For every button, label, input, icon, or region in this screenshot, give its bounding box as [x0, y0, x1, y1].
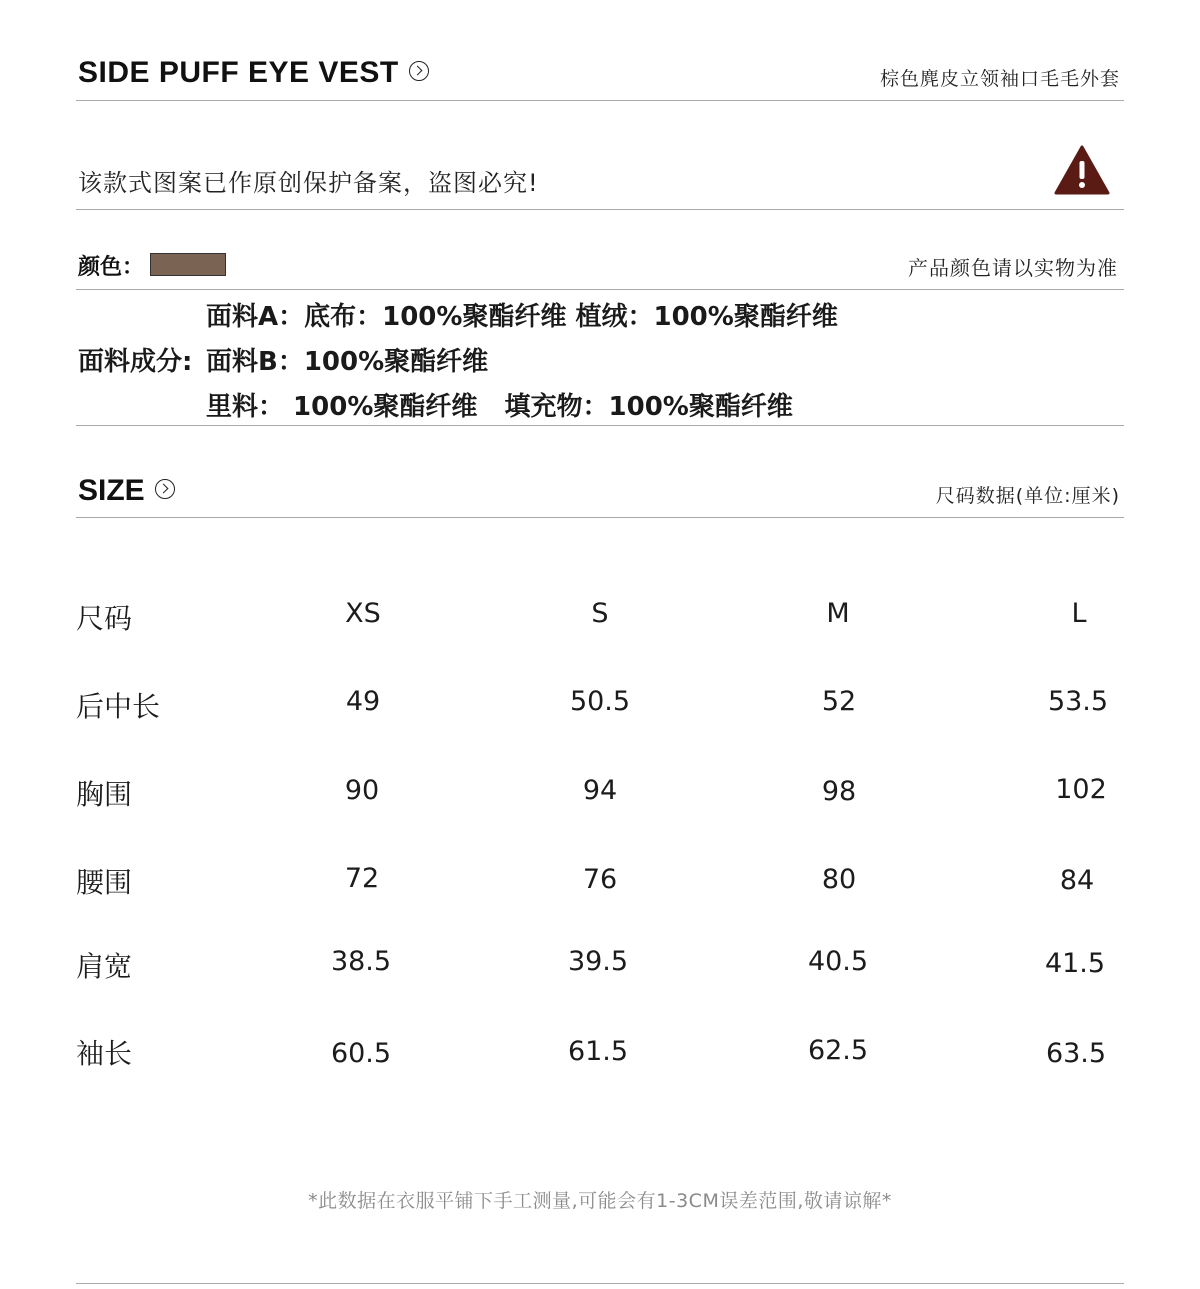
color-note: 产品颜色请以实物为准 — [908, 256, 1118, 280]
fabric-label: 面料成分: — [78, 347, 193, 377]
table-row-label: 胸围 — [76, 778, 133, 811]
table-cell: 80 — [821, 864, 857, 895]
table-cell: 84 — [1059, 865, 1095, 896]
chevron-right-circle-icon — [155, 479, 175, 499]
table-cell: 53.5 — [1047, 686, 1109, 717]
product-title — [78, 56, 429, 90]
table-cell: 72 — [344, 863, 380, 894]
color-swatch — [150, 253, 226, 276]
color-label: 颜色： — [78, 255, 145, 280]
divider — [76, 209, 1124, 210]
table-header-l: L — [1071, 598, 1087, 629]
table-row-label: 后中长 — [76, 690, 161, 723]
divider — [76, 425, 1124, 426]
table-header-label: 尺码 — [76, 602, 133, 635]
table-header-m: M — [826, 598, 850, 629]
divider — [76, 289, 1124, 290]
table-header-s: S — [591, 598, 609, 629]
fabric-line-c: 里料： 100%聚酯纤维 填充物：100%聚酯纤维 — [206, 392, 793, 422]
chevron-right-circle-icon — [409, 61, 429, 81]
product-title-text: SIDE PUFF EYE VEST — [78, 56, 399, 89]
divider — [76, 100, 1124, 101]
warning-icon — [1054, 145, 1110, 195]
table-cell: 60.5 — [330, 1038, 392, 1069]
table-cell: 38.5 — [330, 946, 392, 977]
table-cell: 49 — [345, 686, 381, 717]
table-cell: 40.5 — [807, 946, 869, 977]
table-cell: 98 — [821, 776, 857, 807]
measurement-footnote: *此数据在衣服平铺下手工测量,可能会有1-3CM误差范围,敬请谅解* — [308, 1190, 892, 1212]
table-cell: 94 — [582, 775, 618, 806]
table-cell: 63.5 — [1045, 1038, 1107, 1069]
size-title-text: SIZE — [78, 474, 145, 507]
product-subtitle: 棕色麂皮立领袖口毛毛外套 — [879, 68, 1120, 90]
table-cell: 90 — [344, 775, 380, 806]
size-title — [78, 474, 175, 508]
size-unit-note: 尺码数据(单位:厘米) — [935, 485, 1120, 507]
fabric-line-b: 面料B：100%聚酯纤维 — [206, 347, 489, 377]
table-row-label: 肩宽 — [76, 950, 133, 983]
table-cell: 39.5 — [567, 946, 629, 977]
divider — [76, 517, 1124, 518]
table-cell: 52 — [821, 686, 857, 717]
fabric-line-a: 面料A：底布：100%聚酯纤维 植绒：100%聚酯纤维 — [206, 302, 838, 332]
table-cell: 102 — [1055, 774, 1107, 805]
table-cell: 62.5 — [807, 1035, 869, 1066]
table-row-label: 腰围 — [76, 866, 133, 899]
copyright-notice: 该款式图案已作原创保护备案，盗图必究! — [78, 169, 539, 197]
table-cell: 76 — [582, 864, 618, 895]
table-row-label: 袖长 — [76, 1037, 133, 1070]
table-cell: 50.5 — [569, 686, 631, 717]
divider — [76, 1283, 1124, 1284]
table-cell: 41.5 — [1044, 948, 1106, 979]
table-header-xs: XS — [345, 598, 381, 629]
table-cell: 61.5 — [567, 1036, 629, 1067]
